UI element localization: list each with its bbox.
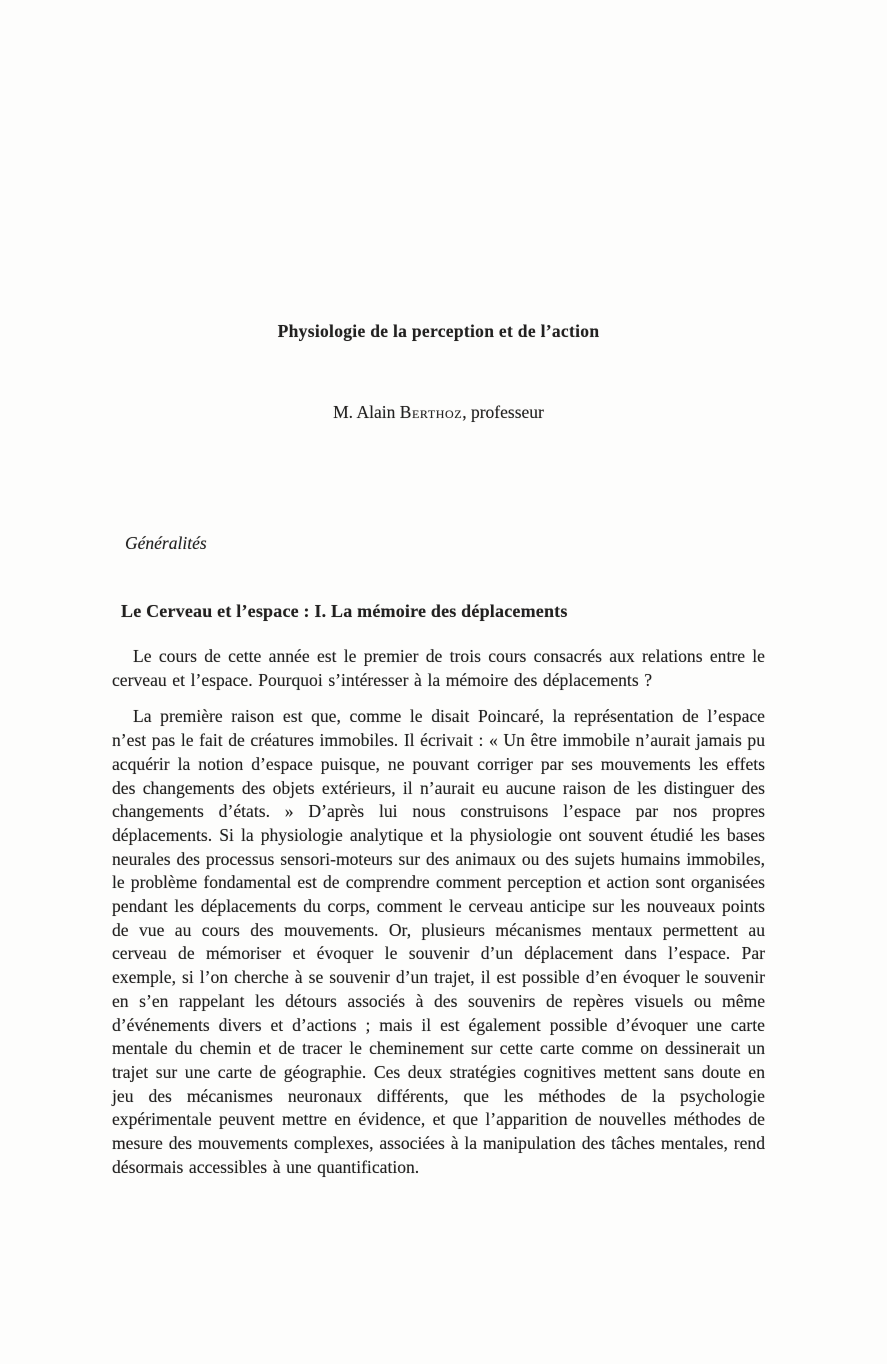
author-surname: Berthoz: [399, 402, 463, 422]
author-line: [112, 400, 765, 424]
paragraph-main: La première raison est que, comme le disait Poincaré, la représentation de l’espace n’est pas le fait de créatures immobiles. Il écrivait : « Un être immobile n’aurait jamais pu acquérir la notion d’espace puisque, ne pouvant corriger par ses mouvements les effets des changements des objets extérieurs, il n’aurait eu aucune raison de les distinguer des changements d’états. » D’après lui nous construisons l’espace par nos propres déplacements. Si la physiologie analytique et la physiologie ont souvent étudié les bases neurales des processus sensori-moteurs sur des animaux ou des sujets humains immobiles, le problème fondamental est de comprendre comment perception et action sont organisées pendant les déplacements du corps, comment le cerveau anticipe sur les nouveaux points de vue au cours des mouvements. Or, plusieurs mécanismes mentaux permettent au cerveau de mémoriser et évoquer le souvenir d’un déplacement dans l’espace. Par exemple, si l’on cherche à se souvenir d’un trajet, il est possible d’en évoquer le souvenir en s’en rappelant les détours associés à des souvenirs de repères visuels ou même d’événements divers et d’actions ; mais il est également possible d’évoquer une carte mentale du chemin et de tracer le cheminement sur cette carte comme on dessinerait un trajet sur une carte de géographie. Ces deux stratégies cognitives mettent sans doute en jeu des mécanismes neuronaux différents, que les méthodes de la psychologie expérimentale peuvent mettre en évidence, et que l’apparition de nouvelles méthodes de mesure des mouvements complexes, associées à la manipulation des tâches mentales, rend désormais accessibles à une quantification.: [112, 706, 765, 1177]
document-title: Physiologie de la perception et de l’action: [277, 321, 600, 341]
body-text: [112, 645, 765, 1192]
chapter-heading: Le Cerveau et l’espace : I. La mémoire des déplacements: [121, 601, 568, 621]
paragraph-intro: Le cours de cette année est le premier de trois cours consacrés aux relations entre le cerveau et l’espace. Pourquoi s’intéresser à la mémoire des déplacements ?: [112, 646, 765, 690]
section-label-generalites: Généralités: [125, 533, 207, 553]
author-suffix: , professeur: [462, 402, 544, 422]
author-prefix: M. Alain: [333, 402, 400, 422]
